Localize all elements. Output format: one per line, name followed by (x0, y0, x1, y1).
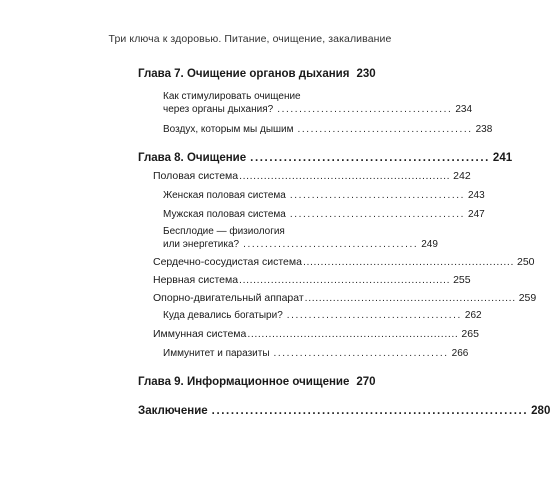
toc-entry-page: 243 (467, 190, 485, 201)
toc-entry-cardiovascular[interactable] (153, 256, 535, 268)
toc-entry-reproductive-system[interactable] (153, 170, 471, 182)
dot-leader: .................................................................. (211, 405, 529, 417)
toc-entry-label: Опорно-двигательный аппарат (153, 292, 304, 304)
dot-leader: ............................................................ (239, 170, 451, 182)
toc-entry-label: Глава 8. Очищение (138, 152, 247, 164)
toc-entry-chapter-8[interactable] (138, 152, 513, 164)
toc-entry-male-reproductive[interactable] (163, 209, 485, 220)
toc-entry-page: 238 (475, 124, 493, 135)
toc-entry-label: Глава 9. Информационное очищение (138, 376, 350, 388)
toc-entry-label: Нервная система (153, 274, 239, 286)
toc-entry-air-we-breathe[interactable] (163, 124, 493, 135)
dot-leader: ............................................................ (302, 256, 514, 268)
toc-entry-chapter-9[interactable] (138, 376, 376, 388)
toc-entry-page: 234 (455, 104, 473, 115)
toc-entry-chapter-7[interactable] (138, 68, 376, 80)
toc-entry-label: Куда девались богатыри? (163, 310, 283, 321)
toc-entry-page: 259 (518, 292, 537, 304)
toc-entry-label: через органы дыхания? (163, 104, 274, 115)
dot-leader: .................................................. (250, 152, 490, 164)
toc-entry-page: 265 (461, 328, 479, 340)
toc-entry-label: Мужская половая система (163, 209, 286, 220)
dot-leader: ........................................ (286, 310, 462, 321)
toc-entry-stimulate-cleansing[interactable] (163, 104, 473, 115)
toc-entry-immune-system[interactable] (153, 328, 479, 340)
toc-entry-conclusion[interactable] (138, 405, 550, 417)
dot-leader: ............................................................ (304, 292, 516, 304)
toc-entry-label: или энергетика? (163, 239, 240, 250)
toc-entry-bogatyrs[interactable] (163, 310, 482, 321)
toc-entry-page: 241 (492, 152, 513, 164)
toc-entry-label: Женская половая система (163, 190, 286, 201)
toc-entry-label-line1: Бесплодие — физиология (163, 226, 285, 237)
toc-entry-page: 247 (468, 209, 485, 220)
toc-entry-label: Иммунитет и паразиты (163, 348, 270, 359)
toc-entry-label: Половая система (153, 170, 239, 182)
dot-leader: ........................................ (243, 239, 419, 250)
toc-entry-label: Иммунная система (153, 328, 247, 340)
toc-entry-label: Воздух, которым мы дышим (163, 124, 294, 135)
toc-entry-page: 262 (464, 310, 482, 321)
toc-entry-immunity-parasites[interactable] (163, 348, 469, 359)
toc-entry-label: Сердечно-сосудистая система (153, 256, 302, 268)
toc-entry-page: 280 (531, 405, 550, 417)
toc-entry-label: Глава 7. Очищение органов дыхания (138, 68, 350, 80)
dot-leader: ............................................................ (239, 274, 451, 286)
toc-entry-musculoskeletal[interactable] (153, 292, 537, 304)
dot-leader: ............................................................ (247, 328, 459, 340)
dot-leader: ........................................ (289, 190, 465, 201)
toc-entry-page: 230 (356, 68, 376, 80)
toc-entry-page: 250 (516, 256, 535, 268)
dot-leader: ........................................ (277, 104, 453, 115)
toc-entry-page: 270 (356, 376, 376, 388)
dot-leader: ........................................ (289, 209, 466, 220)
toc-entry-page: 249 (421, 239, 438, 250)
dot-leader: ........................................ (273, 348, 449, 359)
running-head: Три ключа к здоровью. Питание, очищение, закаливание (108, 33, 392, 45)
toc-entry-page: 242 (453, 170, 471, 182)
toc-entry-page: 255 (453, 274, 471, 286)
toc-entry-infertility[interactable] (163, 239, 438, 250)
dot-leader: ........................................ (297, 124, 473, 135)
toc-entry-page: 266 (451, 348, 469, 359)
toc-entry-label: Заключение (138, 405, 208, 417)
toc-entry-female-reproductive[interactable] (163, 190, 485, 201)
toc-entry-label-line1: Как стимулировать очищение (163, 91, 301, 102)
toc-entry-nervous-system[interactable] (153, 274, 471, 286)
